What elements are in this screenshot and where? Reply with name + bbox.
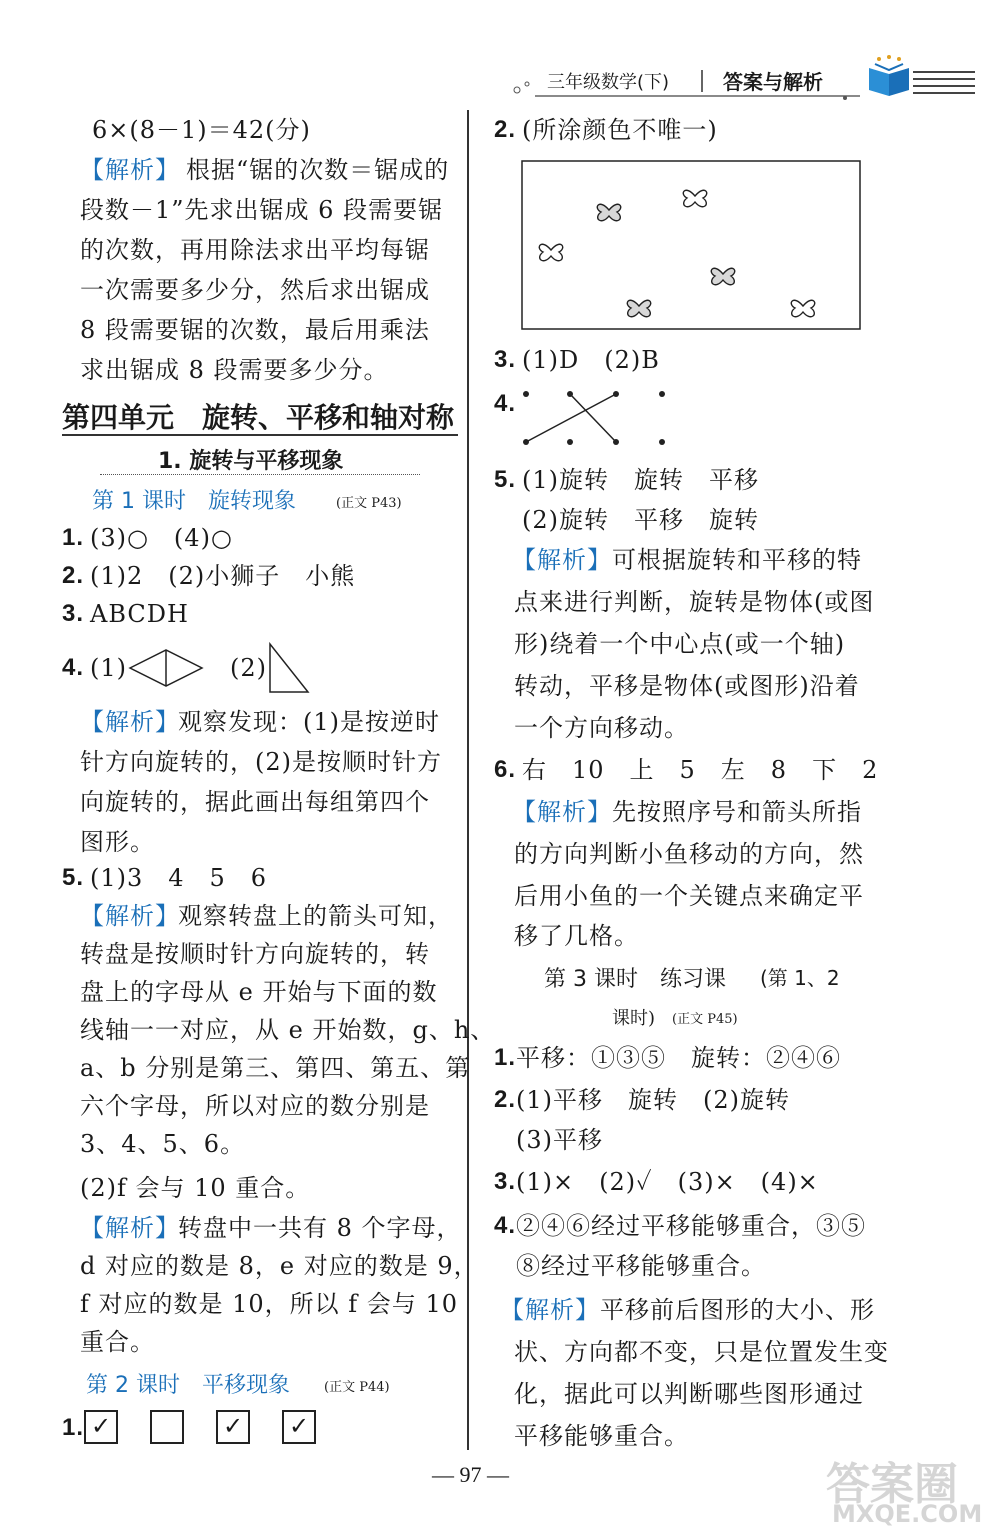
analysis-text: d 对应的数是 8，e 对应的数是 9，	[80, 1252, 479, 1280]
analysis-text: 化，据此可以判断哪些图形通过	[514, 1380, 864, 1408]
butterfly-icon	[597, 204, 620, 220]
answer-text: (1)× (2)✓ (3)× (4)×	[516, 1168, 819, 1196]
analysis-tag: 【解析】	[80, 156, 180, 184]
analysis-text: 状、方向都不变，只是位置发生变	[514, 1338, 889, 1366]
analysis-text: f 对应的数是 10，所以 f 会与 10	[80, 1290, 458, 1318]
watermark-url: MXQE.COM	[832, 1500, 983, 1528]
lesson-title-rule	[100, 474, 420, 475]
butterfly-icon	[539, 244, 562, 260]
header-section: 答案与解析	[723, 70, 823, 94]
answer-text: (1)旋转 旋转 平移	[522, 466, 759, 494]
question-number: 4.	[494, 390, 517, 417]
page-header	[505, 62, 975, 104]
page-number: — 97 —	[432, 1462, 509, 1487]
question-number: 1.	[494, 1044, 517, 1071]
answer-text: (1)2 (2)小狮子 小熊	[90, 562, 356, 590]
question-number: 1.	[62, 524, 85, 551]
answer-checkbox	[150, 1410, 184, 1444]
butterfly-icon	[711, 268, 734, 284]
answer-text: (2)旋转 平移 旋转	[522, 506, 759, 534]
question-number: 2.	[62, 562, 85, 589]
page-reference: (正文 P43)	[336, 496, 402, 511]
watermark-logo	[826, 1448, 983, 1532]
question-number: 3.	[494, 1168, 517, 1195]
butterfly-icon	[791, 300, 814, 316]
checkbox-row	[84, 1410, 348, 1444]
question-number: 3.	[494, 346, 517, 373]
analysis-text: 图形。	[80, 828, 155, 856]
answer-text: ⑧经过平移能够重合。	[516, 1252, 766, 1280]
analysis-tag: 【解析】	[500, 1296, 600, 1324]
question-number: 3.	[62, 600, 85, 627]
analysis-text: 线轴一一对应，从 e 开始数，g、h、	[80, 1016, 496, 1044]
question-number: 6.	[494, 756, 517, 783]
analysis-text: 针方向旋转的，(2)是按顺时针方	[80, 748, 442, 776]
analysis-text: 转盘中一共有 8 个字母，	[178, 1214, 462, 1242]
analysis-text: 平移能够重合。	[514, 1422, 689, 1450]
analysis-text: 平移前后图形的大小、形	[600, 1296, 875, 1324]
analysis-text: 重合。	[80, 1328, 155, 1356]
analysis-text: 8 段需要锯的次数，最后用乘法	[80, 316, 430, 344]
analysis-text: 可根据旋转和平移的特	[612, 546, 862, 574]
analysis-text: a、b 分别是第三、第四、第五、第	[80, 1054, 471, 1082]
unit-title: 第四单元 旋转、平移和轴对称	[62, 401, 455, 434]
answer-checkbox: ✓	[216, 1410, 250, 1444]
answer-checkbox: ✓	[84, 1410, 118, 1444]
period-title-tail: (第 1、2	[760, 966, 840, 990]
analysis-text: 段数－1”先求出锯成 6 段需要锯	[80, 196, 444, 224]
analysis-text: 盘上的字母从 e 开始与下面的数	[80, 978, 438, 1006]
period-title: 第 1 课时 旋转现象	[92, 489, 296, 514]
butterfly-icon	[683, 190, 706, 206]
analysis-tag: 【解析】	[80, 902, 180, 930]
butterfly-icon	[627, 300, 650, 316]
analysis-text: 六个字母，所以对应的数分别是	[80, 1092, 430, 1120]
analysis-text: 的方向判断小鱼移动的方向，然	[514, 840, 864, 868]
answer-text: (3)平移	[516, 1126, 603, 1154]
header-subject: 三年级数学(下)	[547, 72, 670, 93]
answer-text: ABCDH	[90, 600, 189, 628]
analysis-tag: 【解析】	[512, 546, 612, 574]
analysis-tag: 【解析】	[512, 798, 612, 826]
analysis-text: 移了几格。	[514, 922, 639, 950]
analysis-text: 的次数，再用除法求出平均每锯	[80, 236, 430, 264]
book-logo-icon	[865, 54, 915, 100]
answer-text: 平移：①③⑤ 旋转：②④⑥	[516, 1044, 841, 1072]
analysis-text: 一次需要多少分，然后求出锯成	[80, 276, 430, 304]
butterfly-grid-figure	[521, 160, 861, 330]
answer-text: ②④⑥经过平移能够重合，③⑤	[516, 1212, 866, 1240]
answer-text: (1)3 4 5 6	[90, 864, 268, 892]
answer-label: (1)	[90, 654, 127, 682]
watermark-text: 答案圈	[826, 1459, 958, 1510]
period-title-cont: 课时)	[612, 1008, 656, 1029]
question-number: 4.	[494, 1212, 517, 1239]
analysis-text: 后用小鱼的一个关键点来确定平	[514, 882, 864, 910]
question-number: 4.	[62, 654, 85, 681]
answer-checkbox: ✓	[282, 1410, 316, 1444]
unit-title-rule	[62, 434, 458, 436]
analysis-text: 3、4、5、6。	[80, 1130, 246, 1158]
analysis-text: 观察发现：(1)是按逆时	[178, 708, 440, 736]
analysis-text: 根据“锯的次数＝锯成的	[186, 156, 450, 184]
analysis-text: 观察转盘上的箭头可知，	[178, 902, 453, 930]
answer-label: (2)	[230, 654, 267, 682]
analysis-tag: 【解析】	[80, 1214, 180, 1242]
dot-line-figure	[516, 384, 676, 454]
rhombus-figure	[126, 646, 206, 690]
page-reference: (正文 P44)	[324, 1380, 390, 1395]
page-reference: (正文 P45)	[672, 1012, 738, 1027]
answer-text: (1)D (2)B	[522, 346, 660, 374]
question-number: 5.	[494, 466, 517, 493]
analysis-text: 转动，平移是物体(或图形)沿着	[514, 672, 860, 700]
analysis-text: 一个方向移动。	[514, 714, 689, 742]
right-triangle-figure	[266, 640, 312, 696]
question-number: 5.	[62, 864, 85, 891]
answer-text: (所涂颜色不唯一)	[522, 116, 718, 144]
question-number: 2.	[494, 1086, 517, 1113]
analysis-text: 求出锯成 8 段需要多少分。	[80, 356, 389, 384]
period-title: 第 3 课时 练习课	[544, 967, 726, 992]
analysis-text: 点来进行判断，旋转是物体(或图	[514, 588, 875, 616]
answer-text: 右 10 上 5 左 8 下 2	[522, 756, 879, 784]
question-number: 2.	[494, 116, 517, 143]
analysis-text: 形)绕着一个中心点(或一个轴)	[514, 630, 846, 658]
left-formula: 6×(8－1)＝42(分)	[92, 116, 311, 144]
analysis-text: 向旋转的，据此画出每组第四个	[80, 788, 430, 816]
answer-text: (3)○ (4)○	[90, 524, 233, 552]
question-number: 1.	[62, 1414, 85, 1441]
lesson-title: 1. 旋转与平移现象	[158, 449, 344, 474]
analysis-tag: 【解析】	[80, 708, 180, 736]
answer-text: (1)平移 旋转 (2)旋转	[516, 1086, 790, 1114]
analysis-text: 转盘是按顺时针方向旋转的，转	[80, 940, 430, 968]
answer-text: (2)f 会与 10 重合。	[80, 1174, 311, 1202]
analysis-text: 先按照序号和箭头所指	[612, 798, 862, 826]
period-title: 第 2 课时 平移现象	[86, 1373, 290, 1398]
